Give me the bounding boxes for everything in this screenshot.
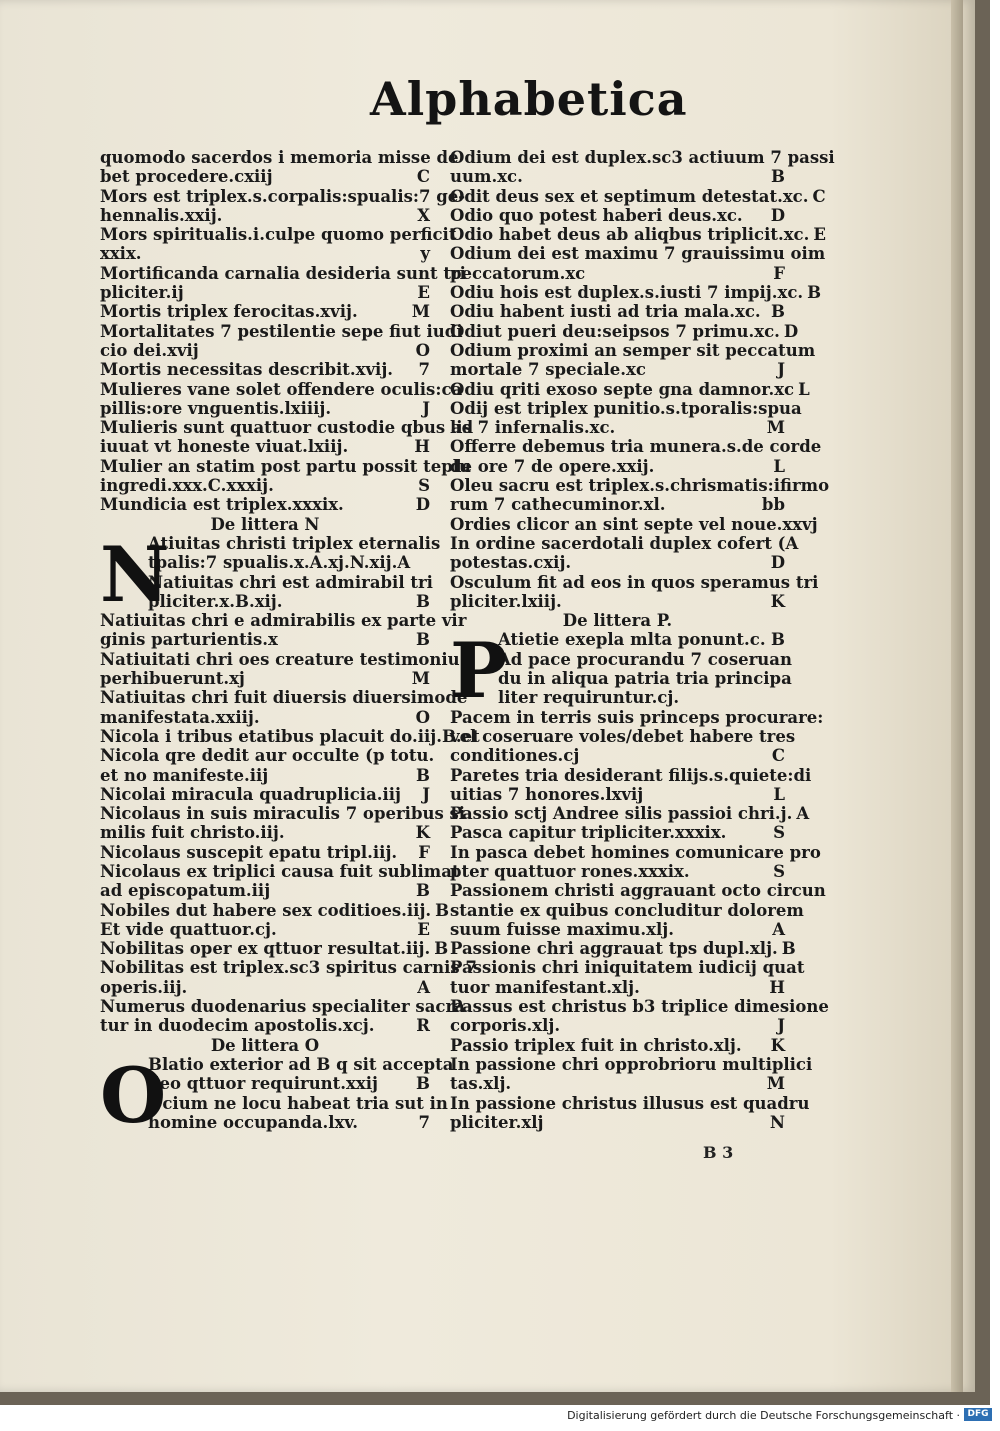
entry-line [100,843,430,862]
entry-text: Mortalitates 7 pestilentie sepe fiut iudi [100,321,463,341]
entry-line [498,688,785,707]
entry-line [450,148,835,167]
entry-line [450,167,785,186]
entry-text: Passionem christi aggrauant octo circun [450,881,826,901]
entry-text: Passus est christus b3 triplice dimesione [450,997,829,1017]
entry-line [100,746,435,766]
entry-text: Nicolaus in suis miraculis 7 operibus si [100,804,466,824]
entry-line [450,765,812,785]
entry-marker: bb [761,495,785,515]
entry-marker: H [769,977,785,997]
entry-marker: M [766,418,785,438]
entry-text: Odiu habent iusti ad tria mala.xc. [450,302,761,322]
right-entries-o [450,148,835,611]
entry-marker: O [415,707,430,727]
entry-line [100,399,430,418]
entry-line [100,437,430,456]
entry-marker: K [770,591,785,611]
entry-text: Nobilitas est triplex.sc3 spiritus carnis 7 [100,958,477,978]
entry-line [450,746,785,765]
entry-line [450,1036,785,1055]
entry-line [148,533,441,553]
entry-line [100,669,430,688]
entry-marker: K [770,1035,785,1055]
initial-o-block [100,1050,454,1140]
entry-text: conditiones.cj [450,746,580,766]
entry-marker: J [777,1016,785,1036]
entry-text: tur in duodecim apostolis.xcj. [100,1016,375,1036]
entry-text: Ad pace procurandu 7 coseruan [498,649,792,669]
right-entries-p [450,707,829,1133]
entry-text: Natiuitas chri fuit diuersis diuersimode [100,688,468,708]
entry-text: Odium dei est duplex.sc3 actiuum 7 passi [450,148,835,167]
entry-line [450,244,826,264]
entry-line [498,669,792,689]
entry-marker: F [418,842,430,862]
entry-line [450,553,785,572]
entry-text: Odium proximi an semper sit peccatum [450,340,816,360]
entry-line [100,244,430,263]
entry-text: Oleu sacru est triplex.s.chrismatis:ifirmo [450,476,830,496]
entry-line [100,861,460,881]
entry-text: Nicola i tribus etatibus placuit do.iij.B.et [100,726,480,746]
entry-text: In passione chri opprobrioru multiplici [450,1054,813,1074]
entry-text: et no manifeste.iij [100,765,269,785]
entry-marker [823,708,827,727]
entry-text: Mulieris sunt quattuor custodie qbus ad [100,418,474,438]
entry-line [100,939,449,959]
entry-line [148,1113,430,1132]
entry-line [450,842,821,862]
entry-text: deo qttuor requirunt.xxij [148,1074,378,1094]
decorated-initial-n: N [100,529,170,619]
entry-line [100,920,430,939]
entry-line [100,900,450,920]
entry-text: In pasca debet homines comunicare pro [450,842,821,862]
entry-line [450,283,822,303]
entry-marker: L [773,456,785,476]
entry-text: lis 7 infernalis.xc. [450,418,616,438]
entry-marker: C [812,186,826,206]
entry-line [450,881,826,901]
entry-line [450,572,819,592]
right-column [450,148,835,1132]
entry-line [100,978,430,997]
entry-text: Pasca capitur tripliciter.xxxix. [450,823,727,843]
entry-marker: B [416,591,430,611]
entry-marker: y [420,244,430,264]
entry-text: Natiuitati chri oes creature testimoniu [100,649,460,669]
entry-marker [434,746,438,765]
entry-line [450,958,805,978]
entry-line [148,572,433,592]
dfg-logo: DFG [964,1408,992,1421]
entry-line [450,997,829,1017]
entry-line [148,1054,454,1074]
entry-marker: E [813,225,826,245]
entry-text: Numerus duodenarius specialiter sacra [100,997,465,1017]
entry-marker [811,766,815,785]
entry-marker: B [416,881,430,901]
entry-marker: L [773,784,785,804]
entry-line [450,592,785,611]
entry-text: Passio sctj Andree silis passioi chri.j. [450,804,793,824]
entry-text: Atiuitas christi triplex eternalis [148,533,441,553]
entry-text: Nobiles dut habere sex coditioes.iij. [100,900,432,920]
entry-text: bet procedere.cxiij [100,167,273,187]
entry-line [450,398,802,418]
left-column [100,148,480,1140]
entry-text: pliciter.xlj [450,1112,544,1132]
footer-credit: Digitalisierung gefördert durch die Deutsche Forschungsgemeinschaft · [567,1409,960,1422]
entry-text: Odij est triplex punitio.s.tporalis:spua [450,398,802,418]
entry-marker: F [773,263,785,283]
entry-marker: E [417,283,430,303]
entry-text: Mortis necessitas describit.xvij. [100,360,394,380]
entry-text: Offerre debemus tria munera.s.de corde [450,437,822,457]
entry-marker: J [777,360,785,380]
entry-marker: D [770,553,785,573]
entry-line [450,785,785,804]
entry-marker [815,341,819,360]
entry-marker [812,1055,816,1074]
entry-text: Pacem in terris suis princeps procurare: [450,707,824,727]
entry-marker [821,437,825,456]
entry-marker: 7 [418,1112,430,1132]
subhead-p: De littera P. [562,611,673,631]
decorated-initial-p: P [450,626,508,716]
entry-line [100,997,465,1017]
entry-text: liter requiruntur.cj. [498,688,680,708]
entry-text: Nicolai miracula quadruplicia.iij [100,784,402,804]
entry-line [100,341,430,360]
entry-line [450,340,816,360]
entry-text: Passio triplex fuit in christo.xlj. [450,1035,742,1055]
entry-text: homine occupanda.lxv. [148,1112,359,1132]
entry-marker: S [418,476,430,496]
entry-marker: 7 [418,360,430,380]
entry-marker [825,244,829,263]
entry-text: Odiu hois est duplex.s.iusti 7 impij.xc. [450,283,804,303]
entry-marker [795,727,799,746]
entry-marker [818,573,822,592]
entry-text: rum 7 cathecuminor.xl. [450,495,666,515]
page-edge [951,0,963,1392]
entry-marker [821,843,825,862]
entry-text: perhibuerunt.xj [100,669,245,689]
entry-line [100,1016,430,1035]
entry-text: pliciter.lxiij. [450,591,562,611]
decorated-initial-o: O [100,1050,167,1140]
entry-marker: O [415,340,430,360]
entry-marker: E [417,919,430,939]
entry-marker [804,958,808,977]
entry-line [450,186,826,206]
entry-line [100,148,459,167]
entry-text: pter quattuor rones.xxxix. [450,861,690,881]
entry-marker [440,534,444,553]
initial-p-block [450,626,792,716]
entry-marker: M [411,302,430,322]
entry-marker: C [771,746,785,766]
entry-marker [798,534,802,553]
entry-marker: M [411,669,430,689]
entry-text: Mors est triplex.s.corpalis:spualis:7 ge- [100,186,466,206]
entry-line [450,823,785,842]
entry-text: potestas.cxij. [450,553,572,573]
entry-marker: D [415,495,430,515]
entry-line [450,514,818,534]
entry-text: Odiu qriti exoso septe gna damnor.xc [450,379,795,399]
entry-line [450,457,785,476]
entry-text: Blatio exterior ad B q sit accepta [148,1054,454,1074]
entry-marker: B [435,900,450,920]
entry-text: tas.xlj. [450,1074,512,1094]
entry-marker: K [415,823,430,843]
entry-text: Odium dei est maximu 7 grauissimu oim [450,244,826,264]
entry-line [100,225,457,245]
entry-line [450,1113,785,1132]
entry-text: vel coseruare voles/debet habere tres [450,726,796,746]
entry-marker: A [417,977,430,997]
entry-text: cio dei.xvij [100,340,199,360]
entry-marker [781,688,785,707]
entry-text: Nicolaus suscepit epatu tripl.iij. [100,842,398,862]
entry-marker: B [434,939,449,959]
entry-marker: J [422,784,430,804]
entry-line [100,360,430,379]
entry-text: pliciter.ij [100,283,184,303]
entry-text: Natiuitas chri e admirabilis ex parte vir [100,611,467,631]
entry-line [450,804,810,824]
entry-text: du in aliqua patria tria principa [498,669,792,689]
initial-n-block [100,529,441,619]
entry-text: Mundicia est triplex.xxxix. [100,495,344,515]
entry-text: Odiut pueri deu:seipsos 7 primu.xc. [450,321,780,341]
entry-text: tpalis:7 spualis.x.A.xj.N.xij.A [148,553,411,573]
entry-line [100,186,466,206]
entry-text: xxix. [100,244,142,264]
signature-mark: B 3 [703,1143,734,1162]
entry-text: Natiuitas chri est admirabil tri [148,572,433,592]
entry-line [450,1016,785,1035]
entry-marker: B [771,167,785,187]
entry-line [100,726,480,746]
entry-text: peccatorum.xc [450,263,586,283]
entry-line [450,1093,810,1113]
entry-text: In ordine sacerdotali duplex cofert (A [450,533,799,553]
entry-line [100,495,430,514]
entry-text: Nicola qre dedit aur occulte (p totu. [100,746,435,766]
entry-text: suum fuisse maximu.xlj. [450,919,674,939]
entry-text: Nicolaus ex triplici causa fuit sublimat [100,861,460,881]
entry-line [450,533,799,553]
entry-text: Odio habet deus ab aliqbus triplicit.xc. [450,225,810,245]
entry-text: milis fuit christo.iij. [100,823,285,843]
entry-text: uitias 7 honores.lxvij [450,784,644,804]
entry-text: pliciter.x.B.xij. [148,591,283,611]
entry-marker: S [773,823,785,843]
entry-text: Mortis triplex ferocitas.xvij. [100,302,358,322]
entry-text: In passione christus illusus est quadru [450,1093,810,1113]
entry-text: manifestata.xxiij. [100,707,260,727]
entry-marker [792,669,796,688]
entry-text: hennalis.xxij. [100,205,223,225]
entry-marker [792,650,796,669]
entry-line [450,1074,785,1093]
entry-line [450,726,796,746]
entry-text: Odio quo potest haberi deus.xc. [450,205,743,225]
entry-marker: B [771,630,785,650]
entry-text: Mors spiritualis.i.culpe quomo perficit [100,225,457,245]
entry-marker [818,515,822,534]
entry-marker: B [416,630,430,650]
entry-line [450,862,785,881]
entry-text: corporis.xlj. [450,1016,561,1036]
left-entries-m [100,148,474,515]
entry-text: Nobilitas oper ex qttuor resultat.iij. [100,939,431,959]
entry-line [100,649,460,669]
entry-marker: H [414,437,430,457]
entry-line [450,206,785,225]
entry-text: pillis:ore vnguentis.lxiiij. [100,398,332,418]
entry-line [100,283,430,302]
entry-text: Mulieres vane solet offendere oculis:ca [100,379,463,399]
entry-marker: B [416,1074,430,1094]
entry-line [450,900,804,920]
entry-line [450,264,785,283]
entry-marker [433,573,437,592]
entry-text: Odit deus sex et septimum detestat.xc. [450,186,809,206]
entry-marker: J [422,398,430,418]
entry-marker: X [417,205,430,225]
entry-marker: R [416,1016,430,1036]
entry-line [100,766,430,785]
entry-text: iuuat vt honeste viuat.lxiij. [100,437,349,457]
entry-line [100,302,430,321]
entry-marker: D [783,321,799,341]
entry-text: Atietie exepla mlta ponunt.c. [498,630,766,650]
entry-line [100,456,472,476]
entry-line [450,437,822,457]
entry-line [450,476,830,496]
entry-text: Passionis chri iniquitatem iudicij quat [450,958,805,978]
page-heading: Alphabetica [370,72,688,126]
entry-text: Osculum fit ad eos in quos speramus tri [450,572,819,592]
entry-text: Mortificanda carnalia desideria sunt tri [100,263,466,283]
entry-marker [426,553,430,572]
entry-text: Ocium ne locu habeat tria sut in [148,1093,448,1113]
entry-text: mortale 7 speciale.xc [450,360,646,380]
entry-line [100,263,466,283]
entry-line [100,958,477,978]
entry-marker [804,901,808,920]
entry-line [100,630,430,649]
entry-line [100,167,430,186]
entry-line [148,553,430,572]
entry-line [450,418,785,437]
entry-marker [835,148,839,167]
entry-marker: B [781,939,796,959]
entry-text: Ordies clicor an sint septe vel noue.xxvj [450,514,818,534]
entry-marker: B [807,283,822,303]
entry-marker [809,1094,813,1113]
entry-text: Et vide quattuor.cj. [100,919,277,939]
entry-marker [826,881,830,900]
entry-text: Passione chri aggrauat tps dupl.xlj. [450,939,778,959]
entry-marker: A [772,919,785,939]
entry-line [498,649,792,669]
entry-line [450,360,785,379]
entry-marker: C [416,167,430,187]
entry-line [100,206,430,225]
entry-marker [829,997,833,1016]
entry-line [100,379,463,399]
entry-text: tuor manifestant.xlj. [450,977,640,997]
entry-line [450,978,785,997]
entry-text: Mulier an statim post partu possit teplu [100,456,472,476]
entry-marker: M [766,1074,785,1094]
entry-line [100,418,474,438]
entry-line [498,630,785,649]
entry-line [100,785,430,804]
entry-line [450,939,796,959]
entry-text: Paretes tria desiderant filijs.s.quiete:di [450,765,812,785]
entry-marker: B [416,765,430,785]
entry-line [100,823,430,842]
entry-marker: L [798,379,810,399]
entry-marker: A [796,804,810,824]
entry-line [100,708,430,727]
entry-marker [829,476,833,495]
entry-marker [802,399,806,418]
entry-line [100,688,468,708]
entry-text: ginis parturientis.x [100,630,278,650]
entry-marker: B [771,302,785,322]
entry-marker: S [773,861,785,881]
entry-line [100,476,430,495]
subhead-n: De littera N [210,514,320,534]
entry-line [450,920,785,939]
entry-text: uum.xc. [450,167,523,187]
entry-text: quomodo sacerdos i memoria misse de [100,148,459,167]
entry-line [100,321,463,341]
entry-text: ingredi.xxx.C.xxxij. [100,476,274,496]
entry-line [148,1093,448,1113]
entry-text: stantie ex quibus concluditur dolorem [450,900,804,920]
entry-line [450,225,826,245]
entry-text: de ore 7 de opere.xxij. [450,456,655,476]
entry-line [450,495,785,514]
subhead-o: De littera O [210,1035,320,1055]
entry-line [148,1074,430,1093]
entry-line [100,881,430,900]
entry-text: ad episcopatum.iij [100,881,271,901]
entry-line [450,321,799,341]
entry-line [100,804,466,824]
entry-line [450,1054,813,1074]
entry-line [450,302,785,321]
entry-line [148,592,430,611]
entry-marker: D [770,205,785,225]
entry-text: operis.iij. [100,977,188,997]
entry-marker: N [769,1112,785,1132]
left-entries-n [100,611,480,1036]
entry-line [450,379,810,399]
